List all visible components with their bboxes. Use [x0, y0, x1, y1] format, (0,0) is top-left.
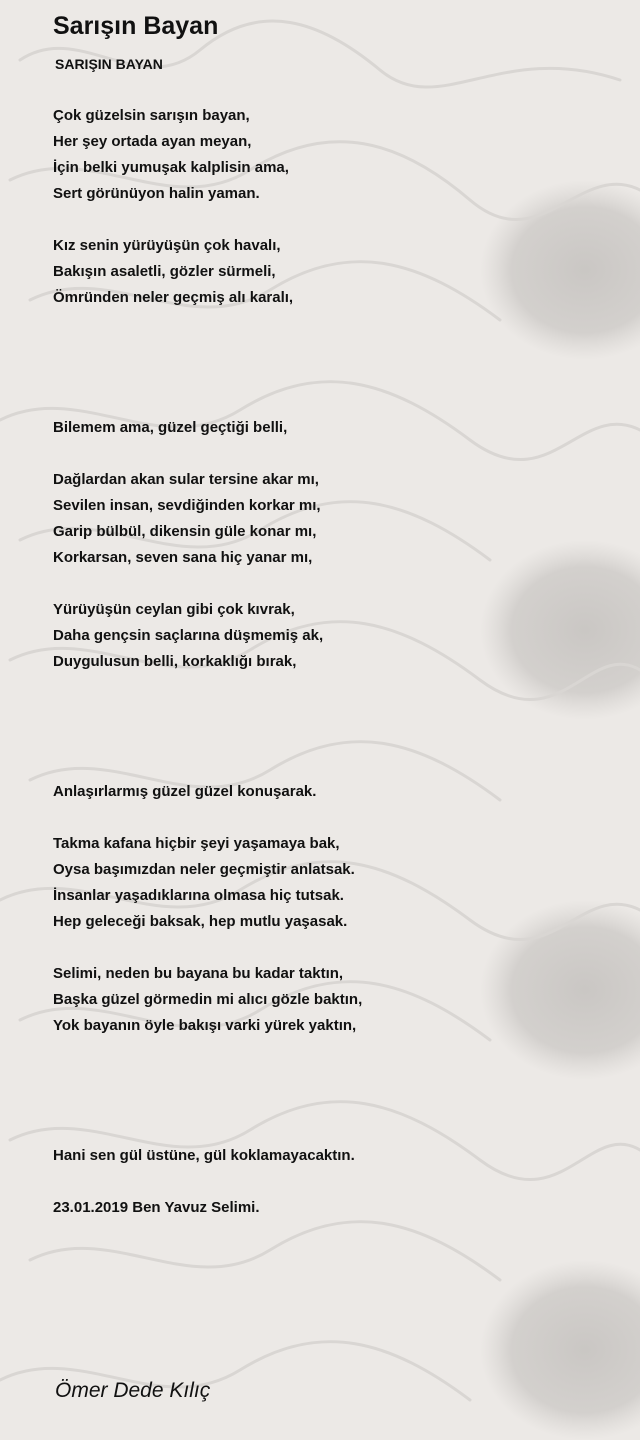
poem-body: [53, 103, 613, 1221]
stanza-gap: [53, 1039, 613, 1065]
poem-line: Çok güzelsin sarışın bayan,: [53, 107, 250, 124]
poem-line: Kız senin yürüyüşün çok havalı,: [53, 237, 281, 254]
poem-line: İçin belki yumuşak kalplisin ama,: [53, 159, 289, 176]
poem-line: Her şey ortada ayan meyan,: [53, 133, 252, 150]
poem-line: Dağlardan akan sular tersine akar mı,: [53, 471, 319, 488]
stanza-gap: [53, 1065, 613, 1091]
stanza-gap: [53, 337, 613, 363]
stanza-gap: [53, 805, 613, 831]
stanza-gap: [53, 441, 613, 467]
poem-line: Oysa başımızdan neler geçmiştir anlatsak.: [53, 861, 355, 878]
poem-line: Garip bülbül, dikensin güle konar mı,: [53, 523, 317, 540]
poem-line: Anlaşırlarmış güzel güzel konuşarak.: [53, 783, 317, 800]
poem-line: Takma kafana hiçbir şeyi yaşamaya bak,: [53, 835, 340, 852]
stanza-gap: [53, 311, 613, 337]
poem-author: Ömer Dede Kılıç: [55, 1379, 211, 1402]
stanza-gap: [53, 701, 613, 727]
stanza-gap: [53, 207, 613, 233]
stanza-gap: [53, 363, 613, 389]
poem-line: Hani sen gül üstüne, gül koklamayacaktın.: [53, 1147, 355, 1164]
poem-line: İnsanlar yaşadıklarına olmasa hiç tutsak.: [53, 887, 344, 904]
poem-title: Sarışın Bayan: [53, 12, 219, 40]
poem-line: Yürüyüşün ceylan gibi çok kıvrak,: [53, 601, 295, 618]
stanza-gap: [53, 1169, 613, 1195]
poem-line: Bilemem ama, güzel geçtiği belli,: [53, 419, 288, 436]
poem-line: Selimi, neden bu bayana bu kadar taktın,: [53, 965, 344, 982]
poem-line: 23.01.2019 Ben Yavuz Selimi.: [53, 1199, 260, 1216]
poem-line: Bakışın asaletli, gözler sürmeli,: [53, 263, 276, 280]
poem-line: Yok bayanın öyle bakışı varki yürek yaktın,: [53, 1017, 357, 1034]
stanza-gap: [53, 1117, 613, 1143]
stanza-gap: [53, 727, 613, 753]
stanza-gap: [53, 1091, 613, 1117]
poem-line: Sert görünüyon halin yaman.: [53, 185, 260, 202]
poem-line: Korkarsan, seven sana hiç yanar mı,: [53, 549, 313, 566]
poem-line: Hep geleceği baksak, hep mutlu yaşasak.: [53, 913, 348, 930]
poem-line: Daha gençsin saçlarına düşmemiş ak,: [53, 627, 324, 644]
poem-subtitle: SARIŞIN BAYAN: [55, 56, 163, 72]
poem-line: Duygulusun belli, korkaklığı bırak,: [53, 653, 297, 670]
stanza-gap: [53, 389, 613, 415]
stanza-gap: [53, 935, 613, 961]
poem-line: Başka güzel görmedin mi alıcı gözle baktın,: [53, 991, 363, 1008]
stanza-gap: [53, 571, 613, 597]
stanza-gap: [53, 753, 613, 779]
stanza-gap: [53, 675, 613, 701]
poem-line: Ömründen neler geçmiş alı karalı,: [53, 289, 294, 306]
poem-line: Sevilen insan, sevdiğinden korkar mı,: [53, 497, 321, 514]
